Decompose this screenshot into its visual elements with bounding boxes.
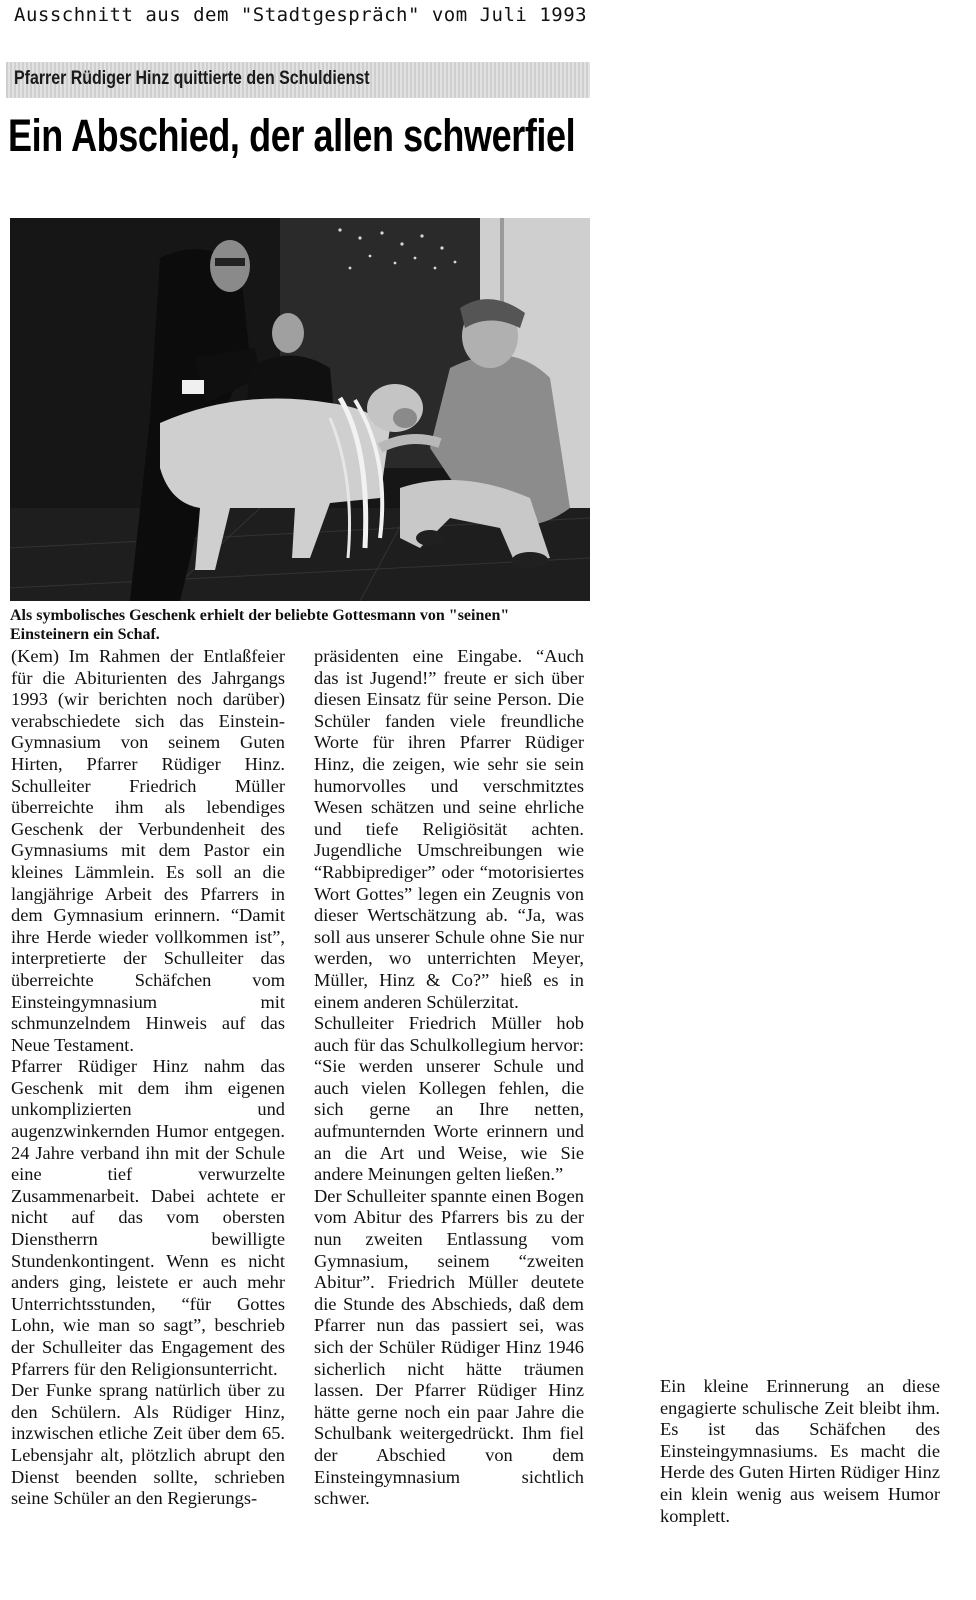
article-photo <box>10 218 590 601</box>
paragraph: (Kem) Im Rahmen der Entlaßfeier für die Abiturienten des Jahrgangs 1993 (wir berichten noch darüber) verabschiedete sich das Einstein-Gymnasium von seinem Guten Hirten, Pfarrer Rüdiger Hinz. Schulleiter Friedrich Müller überreichte ihm als lebendiges Geschenk der Verbundenheit des Gymnasiums mit dem Pastor ein kleines Lämmlein. Es soll an die langjährige Arbeit des Pfarrers in dem Gymnasium erinnern. “Damit ihre Herde wieder vollkommen ist”, interpretierte der Schulleiter das überreichte Schäfchen vom Einsteingymnasium mit schmunzelndem Hinweis auf das Neue Testament. <box>11 646 285 1055</box>
paragraph: Ein kleine Erinnerung an diese engagierte schulische Zeit bleibt ihm. Es ist das Schäfchen des Einsteingymnasiums. Es macht die Herde des Guten Hirten Rüdiger Hinz ein klein wenig aus weisem Humor komplett. <box>660 1376 940 1526</box>
paragraph: Schulleiter Friedrich Müller hob auch für das Schulkollegium hervor: “Sie werden unserer Schule und auch vielen Kollegen fehlen, die sich gerne an Ihre netten, aufmunternden Worte erinnern und an die Art und Weise, wie Sie andere Meinungen gelten ließen.” <box>314 1013 584 1185</box>
paragraph: präsidenten eine Eingabe. “Auch das ist Jugend!” freute er sich über diesen Einsatz für seine Person. Die Schüler fanden viele freundliche Worte für ihren Pfarrer Rüdiger Hinz, die zeigen, wie sehr sie sein humorvolles und verschmitztes Wesen schätzen und seine ehrliche und tiefe Religiösität achten. Jugendliche Umschreibungen wie “Rabbiprediger” oder “motorisiertes Wort Gottes” legen ein Zeugnis von dieser Wertschätzung ab. “Ja, was soll aus unserer Schule ohne Sie nur werden, wo unterrichten Meyer, Müller, Hinz & Co?” hieß es in einem anderen Schülerzitat. <box>314 646 584 1012</box>
source-line: Ausschnitt aus dem "Stadtgespräch" vom Juli 1993 <box>14 4 588 26</box>
article-column-1 <box>11 646 285 1510</box>
kicker-bar <box>6 62 590 98</box>
paragraph: Der Schulleiter spannte einen Bogen vom Abitur des Pfarrers bis zu der nun zweiten Entlassung vom Gymnasium, seinem “zweiten Abitur”. Friedrich Müller deutete die Stunde des Abschieds, daß dem Pfarrer nun das passiert sei, was sich der Schüler Rüdiger Hinz 1946 sicherlich nicht hätte träumen lassen. Der Pfarrer Rüdiger Hinz hätte gerne noch ein paar Jahre die Schulbank weitergedrückt. Ihm fiel der Abschied von dem Einsteingymnasium sichtlich schwer. <box>314 1185 584 1509</box>
kicker: Pfarrer Rüdiger Hinz quittierte den Schuldienst <box>14 68 370 89</box>
article-column-3 <box>660 1376 940 1527</box>
headline: Ein Abschied, der allen schwerfiel <box>8 110 576 161</box>
paragraph: Pfarrer Rüdiger Hinz nahm das Geschenk mit dem ihm eigenen unkomplizierten und augenzwinkernden Humor entgegen. 24 Jahre verband ihn mit der Schule eine tief verwurzelte Zusammenarbeit. Dabei achtete er nicht auf das vom obersten Dienstherrn bewilligte Stundenkontingent. Wenn es nicht anders ging, leistete er auch mehr Unterrichtsstunden, “für Gottes Lohn, wie man so sagt”, beschrieb der Schulleiter das Engagement des Pfarrers für den Religionsunterricht. <box>11 1056 285 1379</box>
paragraph: Der Funke sprang natürlich über zu den Schülern. Als Rüdiger Hinz, inzwischen etliche Zeit über dem 65. Lebensjahr alt, plötzlich abrupt den Dienst beenden sollte, schrieben seine Schüler an den Regierungs- <box>11 1380 285 1509</box>
article-column-2 <box>314 646 584 1510</box>
photo-sheep-gift-icon <box>10 218 590 601</box>
photo-caption: Als symbolisches Geschenk erhielt der beliebte Gottesmann von "seinen" Einsteinern ein Schaf. <box>10 607 510 643</box>
